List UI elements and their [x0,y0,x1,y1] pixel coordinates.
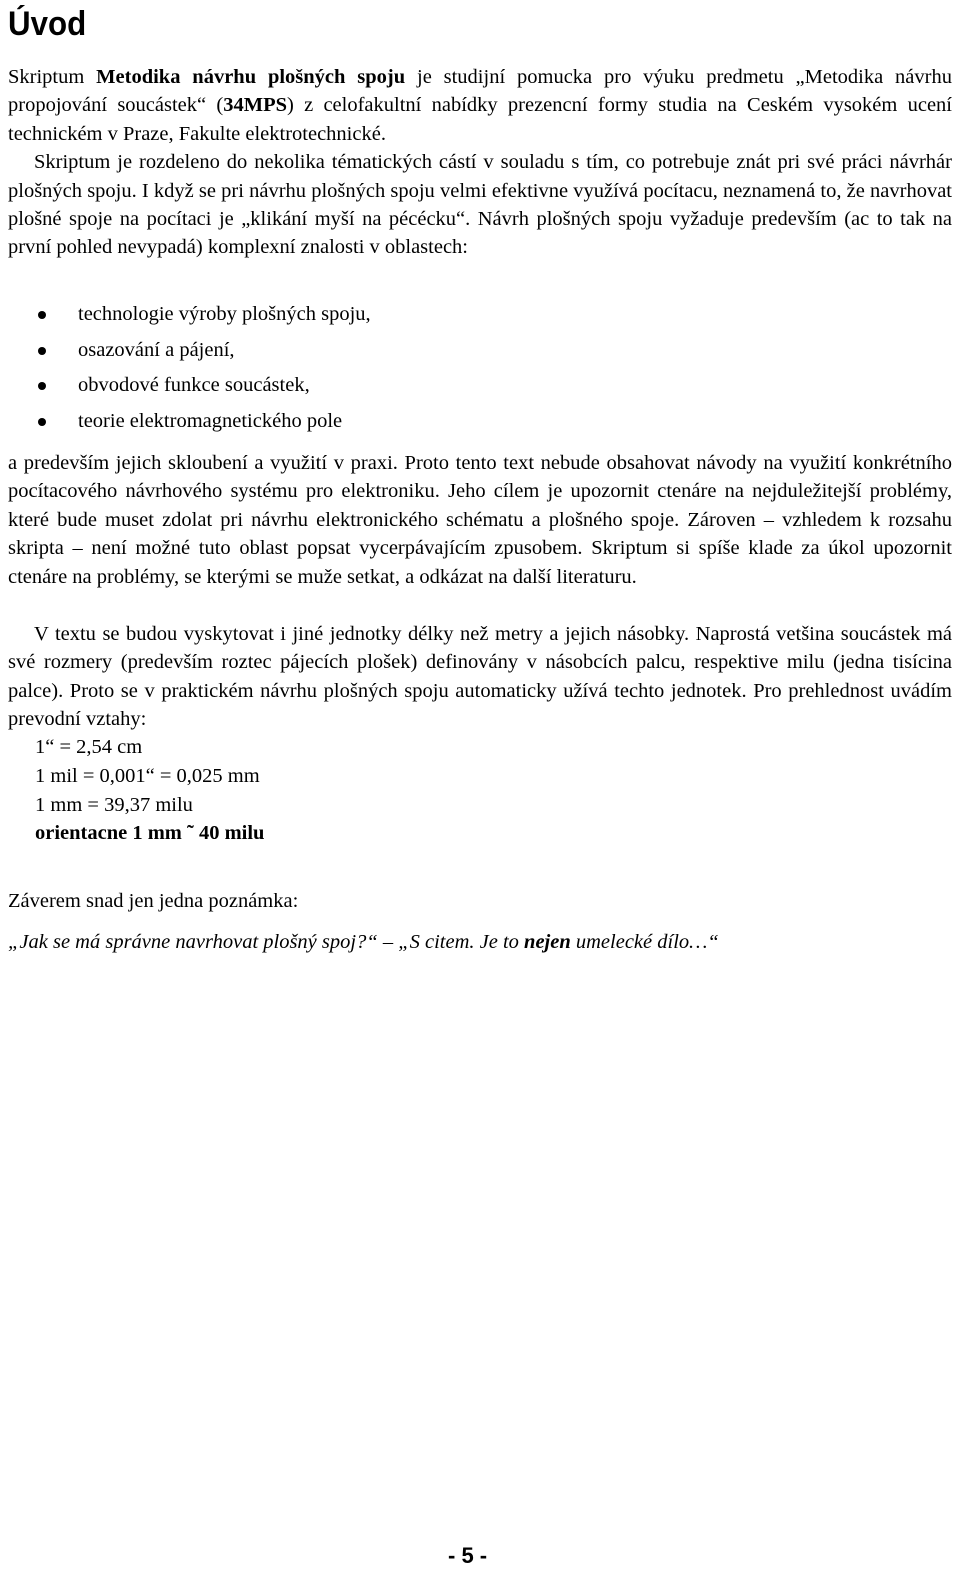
list-item [0,297,371,333]
intro-text-4: Skriptum je rozdeleno do nekolika tématických cástí v souladu s tím, co potrebuje znát pri své práci návrhár plošných spoju. I když se pri návrhu plošných spoju velmi efektivne využívá pocítacu, neznamená to, že navrhovat plošné spoje na pocítaci je „klikání myší na pécécku“. Návrh plošných spoju vyžaduje predevším (ac to tak na první pohled nevypadá) komplexní znalosti v oblastech: [8,151,952,259]
body-paragraph-2: a predevším jejich skloubení a využití v praxi. Proto tento text nebude obsahovat návody na využití konkrétního pocítacového návrhového systému pro elektroniku. Jeho cílem je upozornit ctenáre na nejduležitejší problémy, které bude muset zdolat pri návrhu elektronického schématu a plošného spoje. Zároven – vzhledem k rozsahu skripta – není možné tuto oblast popsat vycerpávajícím zpusobem. Skriptum si spíše klade za úkol upozornit ctenáre na problémy, se kterými se muže setkat, a odkázat na další literaturu. [8,452,952,588]
quote-text-1: „Jak se má správne navrhovat plošný spoj?“ – „S citem. Je to [8,931,525,953]
intro-text-3: ) z celofakultní nabídky prezencní formy studia na Ceském vysokém ucení technickém v Praze, Fakulte elektrotechnické. [8,94,952,145]
conversion-inch-cm: 1“ = 2,54 cm [35,736,143,758]
quote-text-2: umelecké dílo…“ [570,931,719,953]
list-item-text: obvodové funkce soucástek, [78,374,310,396]
course-title: Metodika návrhu plošných spoju [96,66,406,88]
bullet-icon [38,382,46,390]
knowledge-areas-list [0,297,371,439]
list-item [0,333,371,369]
list-item-text: technologie výroby plošných spoju, [78,303,371,325]
conversion-approx: orientacne 1 mm ˜ 40 milu [35,822,265,844]
intro-paragraph [8,63,952,262]
page-number: - 5 - [448,1543,488,1568]
bullet-icon [38,347,46,355]
list-item-text: teorie elektromagnetického pole [78,409,343,432]
page-title: Úvod [8,5,87,43]
closing-quote [8,928,719,956]
bullet-icon [38,418,46,426]
list-item [0,404,371,440]
closing-note: Záverem snad jen jedna poznámka: [8,890,299,912]
conversion-mil-mm: 1 mil = 0,001“ = 0,025 mm [35,765,260,787]
conversion-mm-mil: 1 mm = 39,37 milu [35,794,193,816]
course-code: 34MPS [223,94,287,117]
bullet-icon [38,311,46,319]
units-text: V textu se budou vyskytovat i jiné jednotky délky než metry a jejich násobky. Naprostá vetšina soucástek má své rozmery (predevším roztec pájecích plošek) definovány v násobcích palcu, respektive milu (jedna tisícina palce). Proto se v praktickém návrhu plošných spoju automaticky užívá techto jednotek. Pro prehlednost uvádím prevodní vztahy: [8,623,952,731]
intro-text-1: Skriptum [8,66,97,88]
quote-emphasis: nejen [524,931,571,953]
list-item-text: osazování a pájení, [78,338,235,361]
intro-text-2: je studijní pomucka pro výuku predmetu „Metodika návrhu propojování soucástek“ ( [8,66,952,117]
list-item [0,368,371,404]
body-paragraph-3 [8,620,952,734]
